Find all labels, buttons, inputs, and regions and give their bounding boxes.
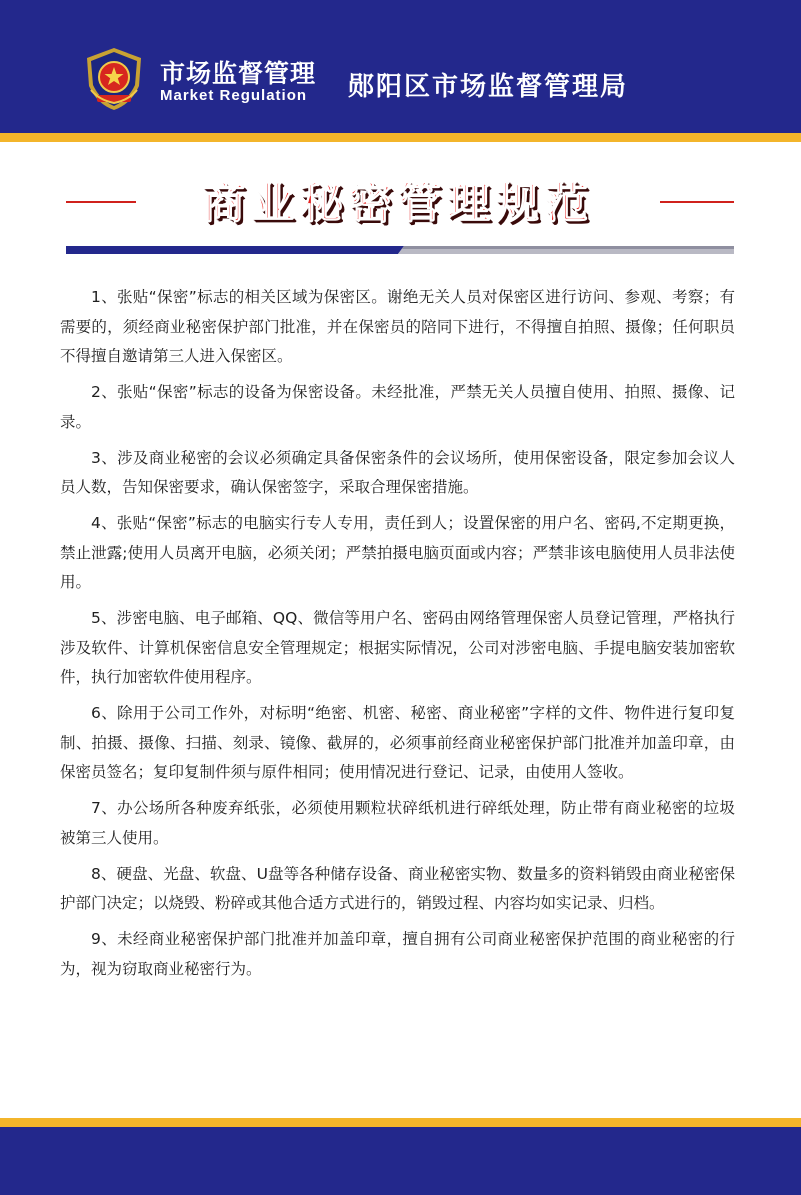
page-title: 商业秘密管理规范 [202,179,594,229]
clause-4: 4、张贴“保密”标志的电脑实行专人专用，责任到人；设置保密的用户名、密码,不定期更换，禁止泄露;使用人员离开电脑，必须关闭；严禁拍摄电脑页面或内容；严禁非该电脑使用人员非法使用。 [60,514,735,591]
brand-name-english: Market Regulation [160,87,308,104]
brand-name-chinese: 市场监督管理 [160,59,317,88]
footer-gold-stripe [0,1118,801,1127]
clause-2: 2、张贴“保密”标志的设备为保密设备。未经批准，严禁无关人员擅自使用、拍照、摄像、记录。 [60,383,735,431]
clause-9: 9、未经商业秘密保护部门批准并加盖印章，擅自拥有公司商业秘密保护范围的商业秘密的行为，视为窃取商业秘密行为。 [60,930,735,978]
section-divider [66,246,734,254]
clause-5: 5、涉密电脑、电子邮箱、QQ、微信等用户名、密码由网络管理保密人员登记管理，严格执行涉及软件、计算机保密信息安全管理规定；根据实际情况，公司对涉密电脑、手提电脑安装加密软件，执行加密软件使用程序。 [60,609,735,686]
clause-7: 7、办公场所各种废弃纸张，必须使用颗粒状碎纸机进行碎纸处理，防止带有商业秘密的垃圾被第三人使用。 [60,799,735,847]
header-gold-stripe [0,133,801,142]
market-regulation-emblem-icon [81,46,147,112]
title-rule-left [66,201,136,203]
agency-name: 郧阳区市场监督管理局 [348,72,629,102]
clause-6: 6、除用于公司工作外，对标明“绝密、机密、秘密、商业秘密”字样的文件、物件进行复印复制、拍摄、摄像、扫描、刻录、镜像、截屏的，必须事前经商业秘密保护部门批准并加盖印章，由保密员签名；复印复制件须与原件相同；使用情况进行登记、记录，由使用人签收。 [60,704,735,781]
regulation-text [60,283,735,991]
title-rule-right [660,201,734,203]
clause-3: 3、涉及商业秘密的会议必须确定具备保密条件的会议场所，使用保密设备，限定参加会议人员人数，告知保密要求，确认保密签字，采取合理保密措施。 [60,448,735,496]
footer-band [0,1127,801,1195]
clause-8: 8、硬盘、光盘、软盘、U盘等各种储存设备、商业秘密实物、数量多的资料销毁由商业秘密保护部门决定；以烧毁、粉碎或其他合适方式进行的，销毁过程、内容均如实记录、归档。 [60,864,735,912]
clause-1: 1、张贴“保密”标志的相关区域为保密区。谢绝无关人员对保密区进行访问、参观、考察；有需要的，须经商业秘密保护部门批准，并在保密员的陪同下进行，不得擅自拍照、摄像；任何职员不得擅自邀请第三人进入保密区。 [60,288,735,365]
